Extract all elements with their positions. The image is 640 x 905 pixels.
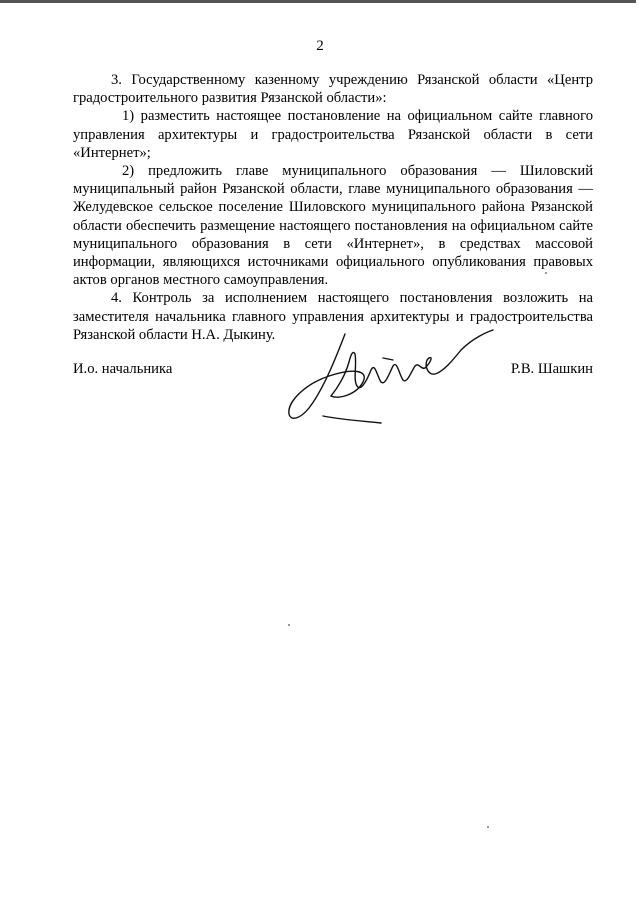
paragraph-item-4: 4. Контроль за исполнением настоящего постановления возложить на заместителя начальника главного управления архитектуры и градостроительства Рязанской области Н.А. Дыкину. xyxy=(73,290,593,343)
signatory-title: И.о. начальника xyxy=(73,361,173,377)
subparagraph-1: 1) разместить настоящее постановление на официальном сайте главного управления архитектуры и градостроительства Рязанской области в сети «Интернет»; xyxy=(73,108,593,161)
scan-speck xyxy=(545,272,547,274)
paragraph-item-3: 3. Государственному казенному учреждению Рязанской области «Центр градостроительного развития Рязанской области»: xyxy=(73,72,593,107)
document-body xyxy=(73,71,593,344)
subparagraph-2: 2) предложить главе муниципального образования — Шиловский муниципальный район Рязанской области, главе муниципального образования — Желудевское сельское поселение Шиловского муниципального района Рязанской области обеспечить размещение настоящего постановления на официальном сайте муниципального образования в сети «Интернет», в средствах массовой информации, являющихся источниками официального опубликования правовых актов органов местного самоуправления. xyxy=(73,163,593,289)
scan-speck xyxy=(288,624,290,626)
signatory-name: Р.В. Шашкин xyxy=(510,361,593,377)
handwritten-signature xyxy=(283,320,498,430)
page-top-border xyxy=(0,0,636,3)
page-number: 2 xyxy=(316,38,324,54)
scan-speck xyxy=(487,826,489,828)
